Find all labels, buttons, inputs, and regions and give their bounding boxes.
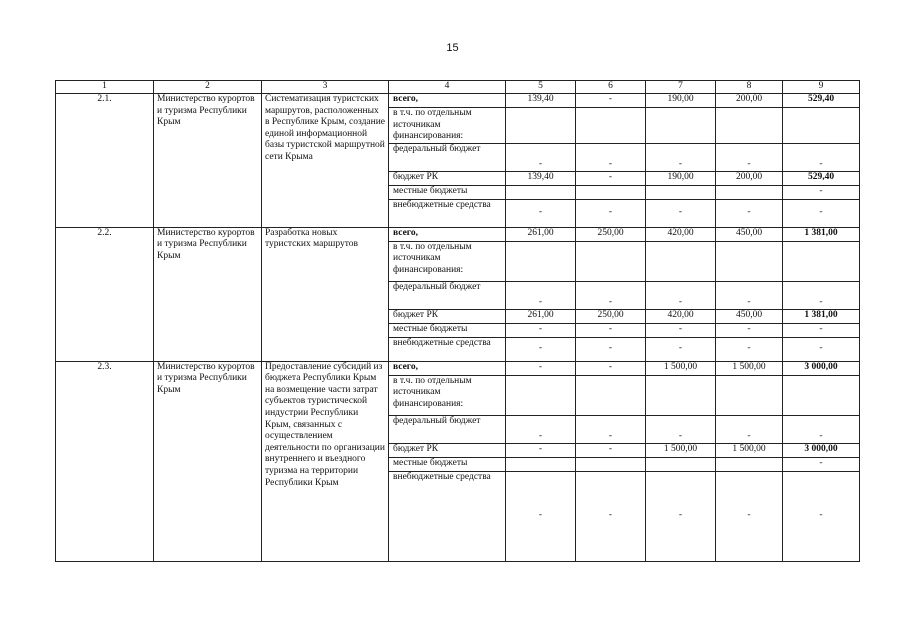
- value-cell: -: [506, 143, 576, 171]
- source-cell: местные бюджеты: [389, 185, 506, 199]
- value-cell: 250,00: [576, 309, 646, 323]
- value-cell: -: [576, 471, 646, 561]
- value-cell: 1 500,00: [646, 443, 716, 457]
- activity-cell: Предоставление субсидий из бюджета Республики Крым на возмещение части затрат субъектов туристической индустрии Республики Крым, связанных с осуществлением деятельности по организации внутреннего и въездного туризма на территории Республики Крым: [262, 361, 389, 561]
- value-cell: 261,00: [506, 227, 576, 241]
- source-cell: местные бюджеты: [389, 323, 506, 337]
- row-number: 2.3.: [56, 361, 154, 561]
- value-cell: -: [783, 415, 860, 443]
- source-cell: бюджет РК: [389, 309, 506, 323]
- value-cell: -: [646, 415, 716, 443]
- value-cell: 1 381,00: [783, 227, 860, 241]
- row-number: 2.1.: [56, 94, 154, 228]
- column-header: 9: [783, 81, 860, 94]
- source-cell: внебюджетные средства: [389, 471, 506, 561]
- source-cell: в т.ч. по отдельным источникам финансирования:: [389, 375, 506, 415]
- value-cell: -: [506, 337, 576, 361]
- value-cell: [646, 457, 716, 471]
- source-cell: бюджет РК: [389, 171, 506, 185]
- value-cell: -: [576, 143, 646, 171]
- value-cell: -: [506, 361, 576, 375]
- value-cell: 139,40: [506, 171, 576, 185]
- empty-cell: [506, 108, 576, 144]
- value-cell: -: [783, 143, 860, 171]
- value-cell: -: [576, 361, 646, 375]
- value-cell: 190,00: [646, 171, 716, 185]
- value-cell: 420,00: [646, 309, 716, 323]
- value-cell: 1 500,00: [716, 361, 783, 375]
- value-cell: [576, 185, 646, 199]
- value-cell: -: [576, 415, 646, 443]
- ministry-cell: Министерство курортов и туризма Республики Крым: [154, 227, 262, 361]
- source-cell: всего,: [389, 94, 506, 108]
- empty-cell: [783, 241, 860, 281]
- value-cell: -: [506, 323, 576, 337]
- empty-cell: [646, 375, 716, 415]
- empty-cell: [716, 108, 783, 144]
- value-cell: 139,40: [506, 94, 576, 108]
- value-cell: -: [576, 94, 646, 108]
- value-cell: -: [506, 199, 576, 227]
- value-cell: 529,40: [783, 171, 860, 185]
- value-cell: -: [576, 443, 646, 457]
- value-cell: 450,00: [716, 309, 783, 323]
- value-cell: 250,00: [576, 227, 646, 241]
- column-header: 5: [506, 81, 576, 94]
- value-cell: -: [576, 323, 646, 337]
- value-cell: -: [646, 281, 716, 309]
- value-cell: -: [716, 199, 783, 227]
- value-cell: -: [716, 415, 783, 443]
- value-cell: -: [506, 443, 576, 457]
- value-cell: -: [506, 281, 576, 309]
- value-cell: -: [716, 143, 783, 171]
- source-cell: бюджет РК: [389, 443, 506, 457]
- value-cell: -: [646, 143, 716, 171]
- source-cell: внебюджетные средства: [389, 337, 506, 361]
- activity-cell: Систематизация туристских маршрутов, расположенных в Республике Крым, создание единой информационной базы туристской маршрутной сети Крыма: [262, 94, 389, 228]
- value-cell: 3 000,00: [783, 361, 860, 375]
- ministry-cell: Министерство курортов и туризма Республики Крым: [154, 94, 262, 228]
- empty-cell: [783, 108, 860, 144]
- value-cell: -: [783, 185, 860, 199]
- value-cell: 190,00: [646, 94, 716, 108]
- empty-cell: [646, 241, 716, 281]
- value-cell: 200,00: [716, 94, 783, 108]
- source-cell: всего,: [389, 361, 506, 375]
- value-cell: [506, 185, 576, 199]
- empty-cell: [716, 241, 783, 281]
- source-cell: в т.ч. по отдельным источникам финансирования:: [389, 108, 506, 144]
- value-cell: 200,00: [716, 171, 783, 185]
- value-cell: -: [506, 415, 576, 443]
- value-cell: 1 500,00: [716, 443, 783, 457]
- value-cell: [576, 457, 646, 471]
- value-cell: -: [646, 471, 716, 561]
- source-cell: всего,: [389, 227, 506, 241]
- value-cell: [716, 185, 783, 199]
- column-numbers-row: [56, 81, 860, 94]
- value-cell: -: [716, 281, 783, 309]
- empty-cell: [576, 241, 646, 281]
- row-number: 2.2.: [56, 227, 154, 361]
- value-cell: 420,00: [646, 227, 716, 241]
- value-cell: -: [576, 337, 646, 361]
- value-cell: -: [646, 323, 716, 337]
- empty-cell: [716, 375, 783, 415]
- value-cell: [506, 457, 576, 471]
- financing-table: [55, 80, 860, 562]
- empty-cell: [576, 375, 646, 415]
- value-cell: 3 000,00: [783, 443, 860, 457]
- activity-cell: Разработка новых туристских маршрутов: [262, 227, 389, 361]
- value-cell: 529,40: [783, 94, 860, 108]
- value-cell: -: [576, 281, 646, 309]
- page-number: 15: [446, 42, 459, 54]
- column-header: 2: [154, 81, 262, 94]
- value-cell: -: [576, 171, 646, 185]
- value-cell: -: [783, 281, 860, 309]
- value-cell: -: [576, 199, 646, 227]
- column-header: 8: [716, 81, 783, 94]
- value-cell: -: [646, 337, 716, 361]
- value-cell: -: [783, 323, 860, 337]
- column-header: 4: [389, 81, 506, 94]
- value-cell: 261,00: [506, 309, 576, 323]
- table-row: [56, 361, 860, 375]
- value-cell: -: [506, 471, 576, 561]
- table-row: [56, 94, 860, 108]
- column-header: 6: [576, 81, 646, 94]
- empty-cell: [506, 241, 576, 281]
- column-header: 1: [56, 81, 154, 94]
- column-header: 7: [646, 81, 716, 94]
- source-cell: внебюджетные средства: [389, 199, 506, 227]
- column-header: 3: [262, 81, 389, 94]
- value-cell: [716, 457, 783, 471]
- value-cell: -: [716, 323, 783, 337]
- source-cell: федеральный бюджет: [389, 415, 506, 443]
- table-row: [56, 227, 860, 241]
- value-cell: -: [783, 457, 860, 471]
- empty-cell: [576, 108, 646, 144]
- ministry-cell: Министерство курортов и туризма Республики Крым: [154, 361, 262, 561]
- empty-cell: [506, 375, 576, 415]
- value-cell: -: [783, 199, 860, 227]
- source-cell: федеральный бюджет: [389, 281, 506, 309]
- source-cell: федеральный бюджет: [389, 143, 506, 171]
- value-cell: -: [646, 199, 716, 227]
- value-cell: -: [716, 337, 783, 361]
- value-cell: [646, 185, 716, 199]
- value-cell: 1 381,00: [783, 309, 860, 323]
- value-cell: -: [783, 471, 860, 561]
- value-cell: 1 500,00: [646, 361, 716, 375]
- value-cell: -: [783, 337, 860, 361]
- source-cell: в т.ч. по отдельным источникам финансирования:: [389, 241, 506, 281]
- value-cell: 450,00: [716, 227, 783, 241]
- empty-cell: [646, 108, 716, 144]
- empty-cell: [783, 375, 860, 415]
- value-cell: -: [716, 471, 783, 561]
- source-cell: местные бюджеты: [389, 457, 506, 471]
